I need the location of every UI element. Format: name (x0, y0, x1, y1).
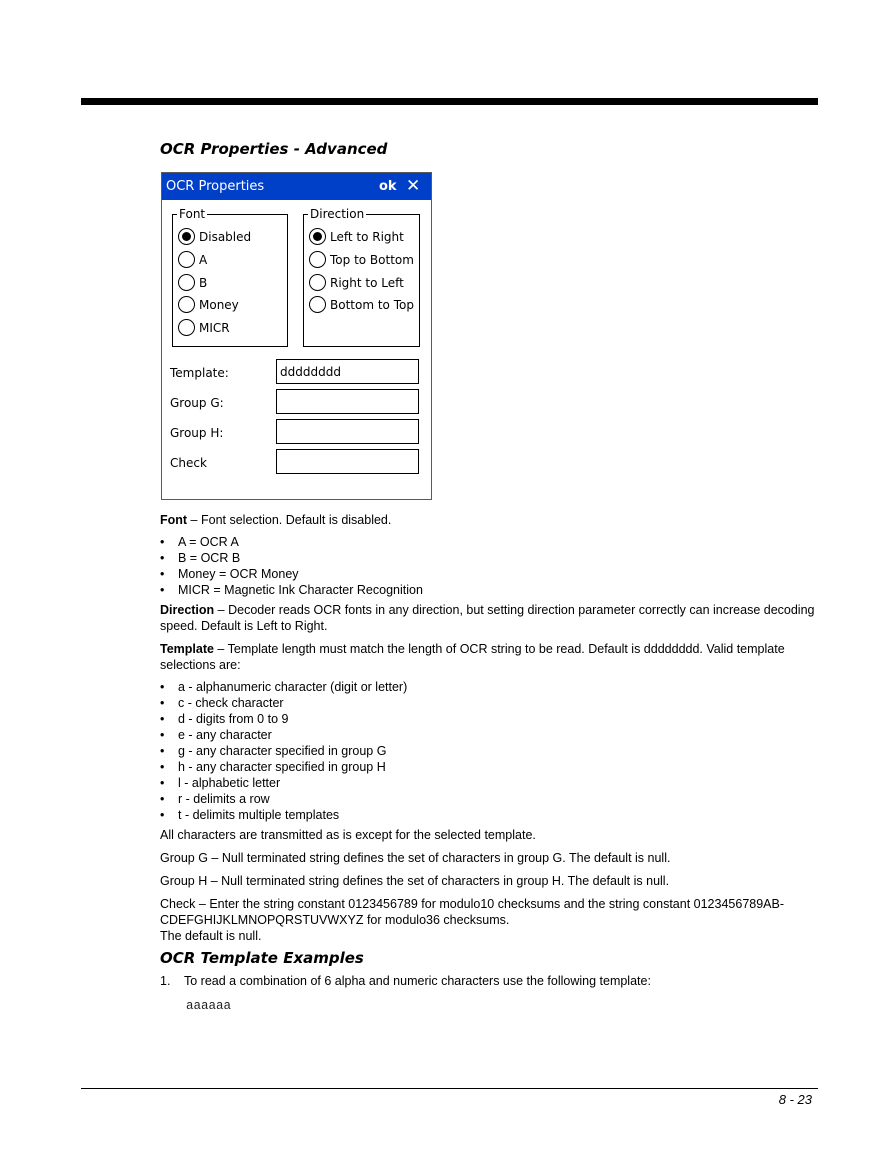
dialog-title: OCR Properties (166, 179, 265, 194)
direction-description: Direction – Decoder reads OCR fonts in any direction, but setting direction parameter correctly can increase decoding speed. Default is Left to Right. (160, 603, 815, 633)
font-group (172, 207, 288, 347)
group-h-description: Group H – Null terminated string defines the set of characters in group H. The default is null. (160, 874, 670, 888)
page-number: 8 - 23 (778, 1092, 812, 1107)
font-list (160, 534, 423, 598)
list-item: • A = OCR A (160, 534, 423, 550)
radio-dir-left-to-right[interactable]: Left to Right (309, 228, 404, 245)
list-item: • l - alphabetic letter (160, 775, 407, 791)
section-heading-advanced: OCR Properties - Advanced (160, 140, 388, 158)
radio-font-b[interactable]: B (178, 274, 207, 291)
list-item: • a - alphanumeric character (digit or letter) (160, 679, 407, 695)
radio-icon (178, 274, 195, 291)
list-item: • g - any character specified in group G (160, 743, 407, 759)
example-step-1: 1. To read a combination of 6 alpha and numeric characters use the following template: (160, 974, 651, 988)
radio-selected-icon (178, 228, 195, 245)
radio-font-a[interactable]: A (178, 251, 207, 268)
radio-dir-bottom-to-top[interactable]: Bottom to Top (309, 296, 414, 313)
list-item: • r - delimits a row (160, 791, 407, 807)
check-input[interactable] (276, 449, 419, 474)
group-h-input[interactable] (276, 419, 419, 444)
group-g-description: Group G – Null terminated string defines the set of characters in group G. The default is null. (160, 851, 671, 865)
radio-icon (309, 251, 326, 268)
template-input[interactable] (276, 359, 419, 384)
group-g-label: Group G: (170, 396, 224, 410)
group-h-label: Group H: (170, 426, 224, 440)
radio-selected-icon (309, 228, 326, 245)
list-item: • Money = OCR Money (160, 566, 423, 582)
check-description-line-3: The default is null. (160, 929, 262, 943)
dialog-titlebar (162, 173, 431, 200)
direction-group-label: Direction (310, 207, 365, 221)
radio-dir-right-to-left[interactable]: Right to Left (309, 274, 404, 291)
radio-icon (178, 251, 195, 268)
group-g-input[interactable] (276, 389, 419, 414)
radio-dir-top-to-bottom[interactable]: Top to Bottom (309, 251, 414, 268)
list-item: • c - check character (160, 695, 407, 711)
radio-font-disabled[interactable]: Disabled (178, 228, 251, 245)
list-item: • d - digits from 0 to 9 (160, 711, 407, 727)
radio-icon (178, 296, 195, 313)
font-group-label: Font (179, 207, 206, 221)
check-description-line-2: CDEFGHIJKLMNOPQRSTUVWXYZ for modulo36 checksums. (160, 913, 510, 927)
list-item: • e - any character (160, 727, 407, 743)
top-rule (81, 98, 818, 105)
radio-icon (178, 319, 195, 336)
ok-button[interactable]: ok (379, 179, 397, 194)
check-description-line-1: Check – Enter the string constant 0123456789 for modulo10 checksums and the string constant 0123456789AB- (160, 897, 785, 911)
close-icon[interactable]: ✕ (406, 176, 421, 196)
template-description: Template – Template length must match the length of OCR string to be read. Default is dddddddd. Valid template selections are: (160, 642, 785, 672)
radio-font-money[interactable]: Money (178, 296, 239, 313)
section-heading-examples: OCR Template Examples (160, 949, 364, 967)
list-item: • h - any character specified in group H (160, 759, 407, 775)
list-item: • MICR = Magnetic Ink Character Recognition (160, 582, 423, 598)
radio-icon (309, 296, 326, 313)
direction-group (303, 207, 420, 347)
list-item: • t - delimits multiple templates (160, 807, 407, 823)
template-label: Template: (170, 366, 229, 380)
check-label: Check (170, 456, 207, 470)
ocr-properties-dialog (161, 172, 432, 500)
radio-icon (309, 274, 326, 291)
example-code: aaaaaa (186, 999, 232, 1013)
font-description: Font – Font selection. Default is disabled. (160, 513, 392, 527)
template-list (160, 679, 407, 823)
list-item: • B = OCR B (160, 550, 423, 566)
all-characters-note: All characters are transmitted as is except for the selected template. (160, 828, 536, 842)
radio-font-micr[interactable]: MICR (178, 319, 230, 336)
bottom-rule (81, 1088, 818, 1089)
